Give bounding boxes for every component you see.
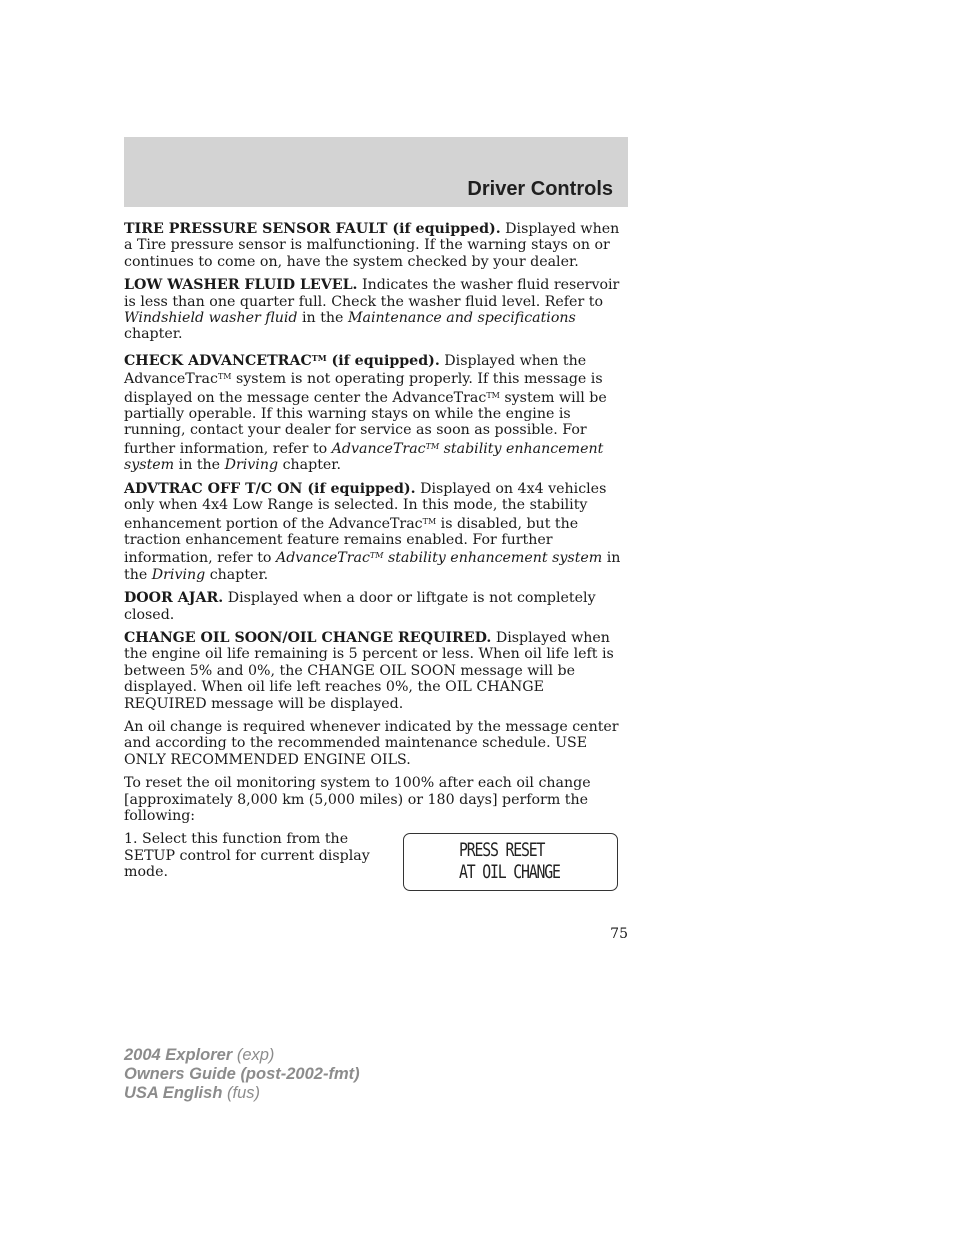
paragraph-oil-required: An oil change is required whenever indicated by the message center and according to the recommended maintenance schedule. USE ONLY RECOMMENDED ENGINE OILS. xyxy=(124,718,619,768)
trademark-symbol: TM xyxy=(486,390,500,400)
paragraph-heading: TIRE PRESSURE SENSOR FAULT (if equipped). xyxy=(124,221,501,237)
paragraph-reset-instructions: To reset the oil monitoring system to 100% after each oil change [approximately 8,000 km (5,000 miles) or 180 days] perform the following: xyxy=(124,775,591,824)
cross-reference: AdvanceTrac™ stability enhancement system xyxy=(124,440,604,474)
document-footer xyxy=(124,1046,360,1103)
page-number: 75 xyxy=(610,926,628,942)
display-line-1: PRESS RESET xyxy=(459,839,545,862)
paragraph-heading: CHANGE OIL SOON/OIL CHANGE REQUIRED. xyxy=(124,629,492,646)
paragraph-washer-fluid: LOW WASHER FLUID LEVEL. Indicates the washer fluid reservoir is less than one quarter full. Check the washer fluid level. Refer to Windshield washer fluid in the Maintenance and specifications chapter. xyxy=(124,277,620,343)
paragraph-heading: LOW WASHER FLUID LEVEL. xyxy=(124,277,358,294)
step-1-text: 1. Select this function from the SETUP control for current display mode. xyxy=(124,831,370,881)
trademark-symbol: TM xyxy=(369,551,384,561)
cross-reference: Driving xyxy=(224,457,279,474)
cross-reference: Windshield washer fluid xyxy=(124,310,298,327)
cross-reference: Maintenance and specifications xyxy=(347,310,576,327)
step-1 xyxy=(124,831,630,897)
footer-line-3: USA English (fus) xyxy=(124,1084,260,1102)
cross-reference: AdvanceTrac™ stability enhancement system xyxy=(275,550,603,567)
paragraph-tire-pressure: TIRE PRESSURE SENSOR FAULT (if equipped). Displayed when a Tire pressure sensor is malfunctioning. If the warning stays on or continues to come on, have the system checked by your dealer. xyxy=(124,221,620,270)
trademark-symbol: TM xyxy=(217,372,232,382)
trademark-symbol: TM xyxy=(425,441,440,451)
section-title: Driver Controls xyxy=(467,178,613,200)
page-body xyxy=(124,221,630,897)
display-line-2: AT OIL CHANGE xyxy=(459,861,560,884)
paragraph-change-oil: CHANGE OIL SOON/OIL CHANGE REQUIRED. Displayed when the engine oil life remaining is 5 percent or less. When oil life left is between 5% and 0%, the CHANGE OIL SOON message will be displayed. When oil life left reaches 0%, the OIL CHANGE REQUIRED message will be displayed. xyxy=(124,629,614,712)
trademark-symbol: TM xyxy=(422,516,437,526)
message-center-display xyxy=(403,833,618,891)
paragraph-heading: ADVTRAC OFF T/C ON (if equipped). xyxy=(124,480,416,497)
section-header-band xyxy=(124,137,628,207)
paragraph-door-ajar: DOOR AJAR. Displayed when a door or liftgate is not completely closed. xyxy=(124,590,596,623)
footer-line-2: Owners Guide (post-2002-fmt) xyxy=(124,1065,360,1083)
paragraph-check-advancetrac: CHECK ADVANCETRAC™ (if equipped). Displayed when the AdvanceTrac™ system is not operating properly. If this message is displayed on the message center the AdvanceTrac™ system will be partially operable. If this warning stays on while the engine is running, contact your dealer for service as soon as possible. For further information, refer to AdvanceTrac™ stability enhancement system in the Driving chapter. xyxy=(124,352,607,474)
paragraph-heading: CHECK ADVANCETRAC™ (if equipped). xyxy=(124,352,440,369)
paragraph-advtrac-off: ADVTRAC OFF T/C ON (if equipped). Displayed on 4x4 vehicles only when 4x4 Low Range is selected. In this mode, the stability enhancement portion of the AdvanceTrac™ is disabled, but the traction enhancement feature remains enabled. For further information, refer to AdvanceTrac™ stability enhancement system in the Driving chapter. xyxy=(124,480,621,583)
paragraph-heading: DOOR AJAR. xyxy=(124,590,224,607)
footer-line-1: 2004 Explorer (exp) xyxy=(124,1046,275,1064)
cross-reference: Driving xyxy=(151,566,206,583)
trademark-symbol: TM xyxy=(311,352,327,363)
